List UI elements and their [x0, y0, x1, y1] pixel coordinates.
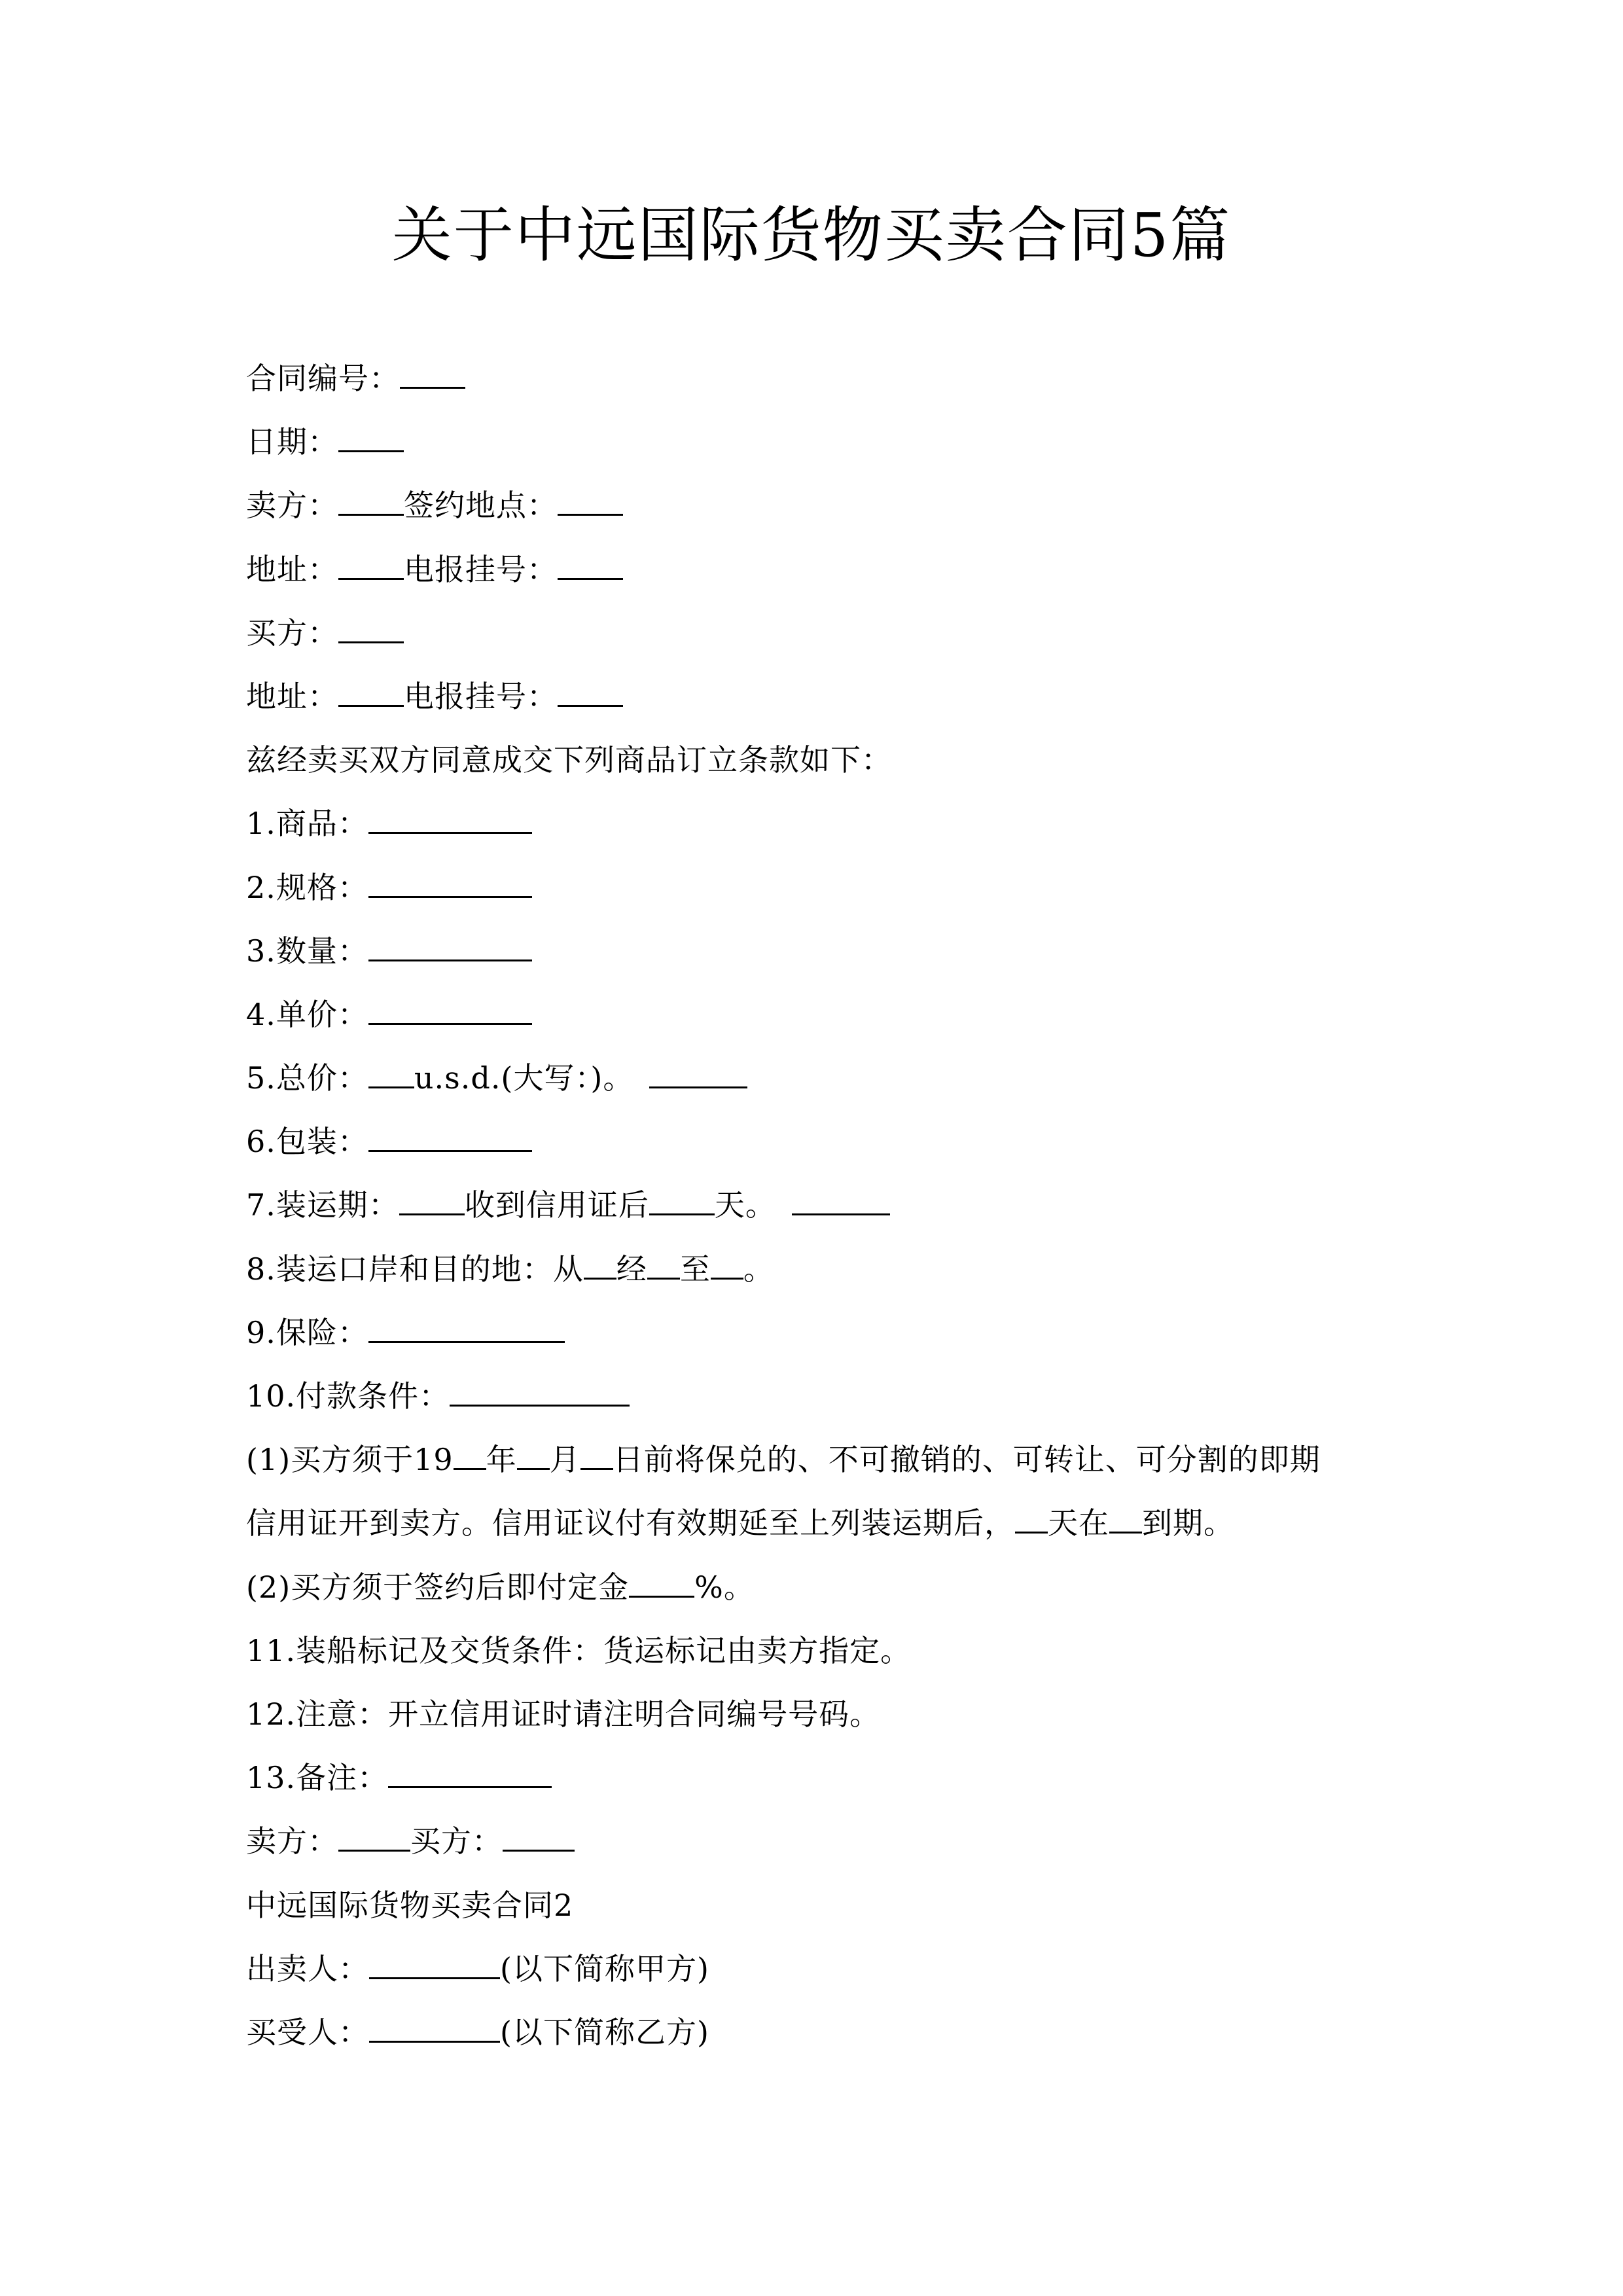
- clause-blank: [792, 1189, 890, 1215]
- buyer-signature-blank: [503, 1825, 575, 1852]
- clause-blank: [368, 1062, 414, 1088]
- payment-text: (1)买方须于19: [246, 1442, 454, 1478]
- contract-number-blank: [400, 362, 465, 389]
- clause-4: [246, 983, 1398, 1047]
- clause-5: [246, 1047, 1398, 1110]
- payment-item-1-line-2: [246, 1492, 1398, 1555]
- buyer-line: [246, 601, 1398, 665]
- cable-label: 电报挂号：: [404, 551, 558, 587]
- clause-blank: [649, 1062, 747, 1088]
- payment-text: %。: [694, 1569, 755, 1605]
- seller-label: 出卖人：: [246, 1950, 369, 1986]
- clause-blank: [368, 998, 532, 1025]
- payment-item-1-line-1: [246, 1428, 1398, 1492]
- signature-line: [246, 1810, 1398, 1873]
- payment-text: 日前将保兑的、不可撤销的、可转让、可分割的即期: [613, 1442, 1321, 1478]
- clause-blank: [368, 871, 532, 898]
- sign-place-label: 签约地点：: [404, 488, 558, 524]
- clause-text: 至: [679, 1251, 711, 1287]
- clause-blank: [399, 1189, 465, 1215]
- clause-blank: [649, 1189, 715, 1215]
- document-title: 关于中远国际货物买卖合同5篇: [391, 200, 1232, 270]
- clause-label: 1.商品：: [246, 806, 368, 842]
- seller-address-line: [246, 538, 1398, 601]
- date-label: 日期：: [246, 424, 338, 460]
- date-blank: [338, 425, 404, 452]
- buyer-note: (以下简称乙方): [500, 2014, 709, 2050]
- payment-text: 到期。: [1142, 1505, 1234, 1541]
- clause-text: u.s.d.(大写：)。: [414, 1060, 634, 1096]
- buyer-label: 买方：: [246, 615, 338, 651]
- seller-blank: [338, 489, 404, 516]
- clause-label: 4.单价：: [246, 996, 368, 1032]
- seller-signature-blank: [338, 1825, 410, 1852]
- clause-10: [246, 1365, 1398, 1428]
- clause-blank: [368, 1316, 565, 1343]
- clause-label: 13.备注：: [246, 1760, 389, 1796]
- clause-label: 8.装运口岸和目的地：: [246, 1251, 553, 1287]
- clause-text: 经: [616, 1251, 647, 1287]
- payment-text: 月: [549, 1442, 580, 1478]
- clause-text: 。: [743, 1251, 774, 1287]
- intro-text: 兹经卖买双方同意成交下列商品订立条款如下：: [246, 742, 892, 778]
- seller-line: [246, 474, 1398, 537]
- buyer-label: 买受人：: [246, 2014, 369, 2050]
- clause-blank: [647, 1253, 680, 1280]
- seller-note: (以下简称甲方): [500, 1950, 709, 1986]
- clause-label: 5.总价：: [246, 1060, 368, 1096]
- clause-label: 2.规格：: [246, 869, 368, 905]
- seller-blank: [369, 1952, 500, 1979]
- place-blank: [1109, 1507, 1142, 1534]
- clause-11: 11.装船标记及交货条件：货运标记由卖方指定。: [246, 1632, 912, 1668]
- clause-text: 天。: [714, 1187, 776, 1223]
- buyer-blank: [369, 2016, 500, 2043]
- clause-blank: [584, 1253, 616, 1280]
- clause-1: [246, 792, 1398, 855]
- clause-8: [246, 1238, 1398, 1301]
- seller-signature-label: 卖方：: [246, 1823, 338, 1859]
- clause-text: 从: [552, 1251, 584, 1287]
- contract-number-label: 合同编号：: [246, 361, 400, 396]
- buyer-address-line: [246, 665, 1398, 728]
- payment-text: (2)买方须于签约后即付定金: [246, 1569, 630, 1605]
- clause-blank: [368, 1125, 532, 1152]
- clause-label: 6.包装：: [246, 1124, 368, 1160]
- clause-text: 收到信用证后: [464, 1187, 649, 1223]
- cable-blank: [558, 680, 623, 707]
- payment-item-2: [246, 1556, 1398, 1619]
- clause-blank: [450, 1380, 630, 1407]
- cable-label: 电报挂号：: [404, 678, 558, 714]
- clause-label: 3.数量：: [246, 933, 368, 969]
- day-blank: [580, 1443, 613, 1470]
- document-body: [246, 347, 1398, 2064]
- sign-place-blank: [558, 489, 623, 516]
- days-blank: [1015, 1507, 1048, 1534]
- buyer-signature-label: 买方：: [410, 1823, 503, 1859]
- address-blank: [338, 680, 404, 707]
- month-blank: [517, 1443, 550, 1470]
- address-label: 地址：: [246, 551, 338, 587]
- clause-9: [246, 1301, 1398, 1365]
- clause-2: [246, 856, 1398, 920]
- clause-blank: [368, 807, 532, 834]
- cable-blank: [558, 553, 623, 580]
- clause-label: 9.保险：: [246, 1314, 368, 1350]
- clause-13: [246, 1746, 1398, 1810]
- clause-blank: [388, 1761, 552, 1788]
- buyer-blank: [338, 617, 404, 643]
- payment-text: 年: [486, 1442, 517, 1478]
- seller-label: 卖方：: [246, 488, 338, 524]
- clause-label: 10.付款条件：: [246, 1378, 450, 1414]
- clause-7: [246, 1174, 1398, 1237]
- date-line: [246, 410, 1398, 474]
- section-2-seller: [246, 1937, 1398, 2001]
- clause-3: [246, 920, 1398, 983]
- clause-blank: [711, 1253, 743, 1280]
- section-2-buyer: [246, 2001, 1398, 2064]
- clause-12: 12.注意：开立信用证时请注明合同编号号码。: [246, 1696, 881, 1732]
- address-label: 地址：: [246, 678, 338, 714]
- address-blank: [338, 553, 404, 580]
- clause-blank: [368, 935, 532, 961]
- contract-number-line: [246, 347, 1398, 410]
- payment-text: 信用证开到卖方。信用证议付有效期延至上列装运期后，: [246, 1505, 1015, 1541]
- deposit-blank: [629, 1571, 694, 1598]
- clause-6: [246, 1110, 1398, 1174]
- clause-label: 7.装运期：: [246, 1187, 399, 1223]
- payment-text: 天在: [1048, 1505, 1109, 1541]
- year-blank: [454, 1443, 486, 1470]
- section-2-heading: 中远国际货物买卖合同2: [246, 1887, 574, 1923]
